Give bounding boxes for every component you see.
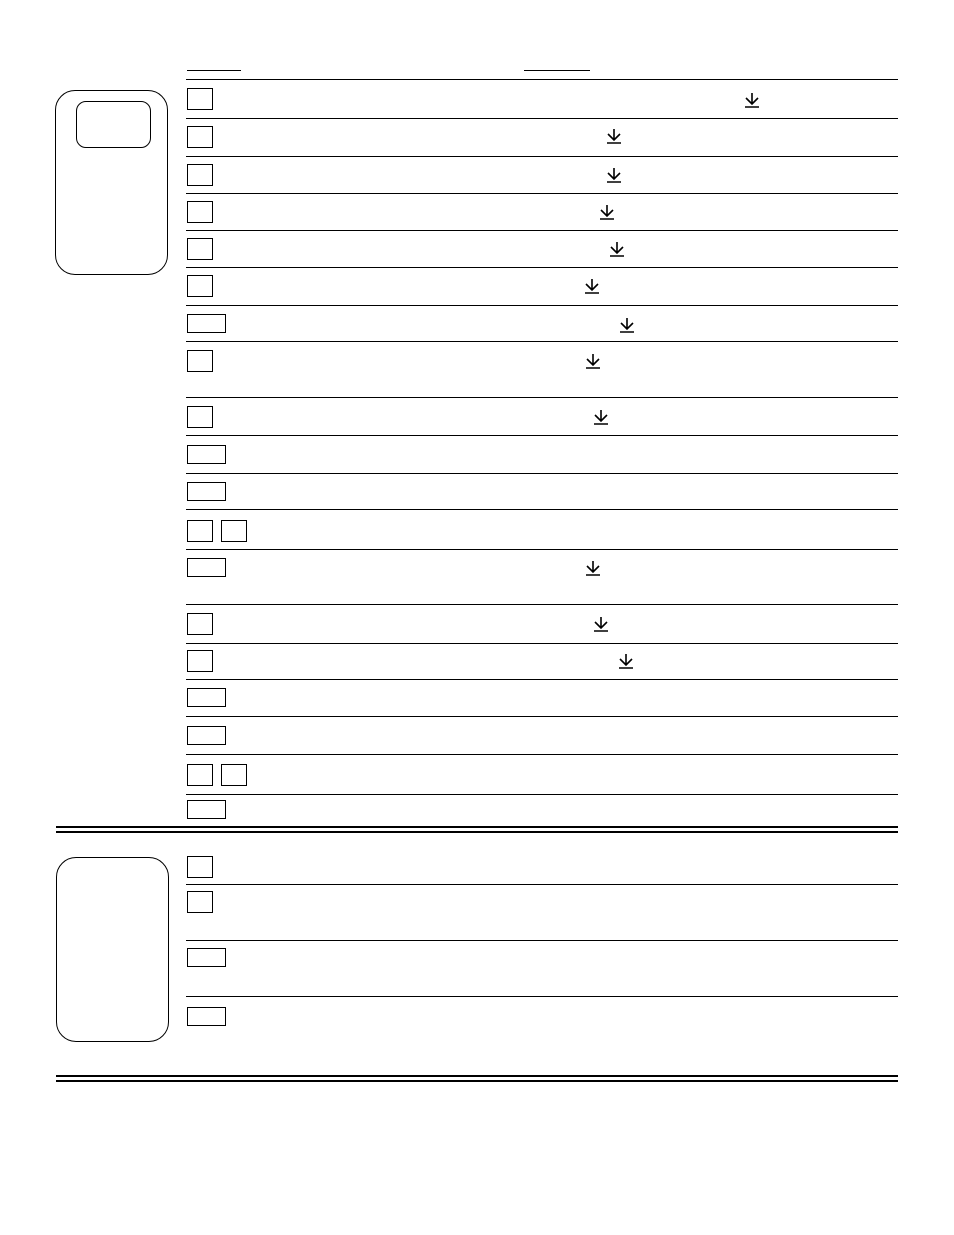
device-panel-upper (55, 90, 168, 275)
row-divider (186, 118, 898, 119)
ground-arrow-icon (609, 241, 625, 257)
ground-arrow-icon (585, 353, 601, 369)
device-display (76, 101, 151, 148)
column-header-rule-left (187, 70, 241, 71)
column-header-rule-right (524, 70, 590, 71)
key-box[interactable] (221, 520, 247, 542)
table-top-rule (186, 79, 898, 80)
row-divider (186, 473, 898, 474)
key-box[interactable] (187, 650, 213, 672)
key-box[interactable] (187, 764, 213, 786)
row-divider (186, 754, 898, 755)
row-divider (186, 884, 898, 885)
page-bottom-rule-top (56, 1075, 898, 1077)
row-divider (186, 549, 898, 550)
row-divider (186, 267, 898, 268)
key-box[interactable] (187, 520, 213, 542)
ground-arrow-icon (593, 616, 609, 632)
row-divider (186, 604, 898, 605)
row-divider (186, 230, 898, 231)
key-box[interactable] (187, 164, 213, 186)
key-box-wide[interactable] (187, 1007, 226, 1026)
key-box[interactable] (187, 613, 213, 635)
key-box-wide[interactable] (187, 688, 226, 707)
row-divider (186, 193, 898, 194)
ground-arrow-icon (599, 204, 615, 220)
key-box[interactable] (187, 856, 213, 878)
ground-arrow-icon (584, 278, 600, 294)
row-divider (186, 679, 898, 680)
row-divider (186, 435, 898, 436)
key-box[interactable] (221, 764, 247, 786)
ground-arrow-icon (744, 92, 760, 108)
key-box-wide[interactable] (187, 726, 226, 745)
key-box-wide[interactable] (187, 314, 226, 333)
row-divider (186, 341, 898, 342)
key-box[interactable] (187, 891, 213, 913)
key-box[interactable] (187, 201, 213, 223)
key-box[interactable] (187, 275, 213, 297)
row-divider (186, 716, 898, 717)
row-divider (186, 940, 898, 941)
key-box[interactable] (187, 406, 213, 428)
row-divider (186, 397, 898, 398)
key-box[interactable] (187, 350, 213, 372)
device-panel-lower (56, 857, 169, 1042)
row-divider (186, 794, 898, 795)
ground-arrow-icon (606, 167, 622, 183)
row-divider (186, 509, 898, 510)
key-box[interactable] (187, 126, 213, 148)
key-box-wide[interactable] (187, 558, 226, 577)
key-box-wide[interactable] (187, 948, 226, 967)
ground-arrow-icon (619, 317, 635, 333)
key-box[interactable] (187, 88, 213, 110)
ground-arrow-icon (593, 409, 609, 425)
ground-arrow-icon (606, 128, 622, 144)
section-separator-bottom (56, 831, 898, 833)
ground-arrow-icon (618, 653, 634, 669)
key-box[interactable] (187, 238, 213, 260)
key-box-wide[interactable] (187, 800, 226, 819)
key-box-wide[interactable] (187, 482, 226, 501)
ground-arrow-icon (585, 560, 601, 576)
row-divider (186, 643, 898, 644)
row-divider (186, 305, 898, 306)
page-bottom-rule-bottom (56, 1080, 898, 1082)
section-separator-top (56, 826, 898, 828)
key-box-wide[interactable] (187, 445, 226, 464)
row-divider (186, 996, 898, 997)
row-divider (186, 156, 898, 157)
